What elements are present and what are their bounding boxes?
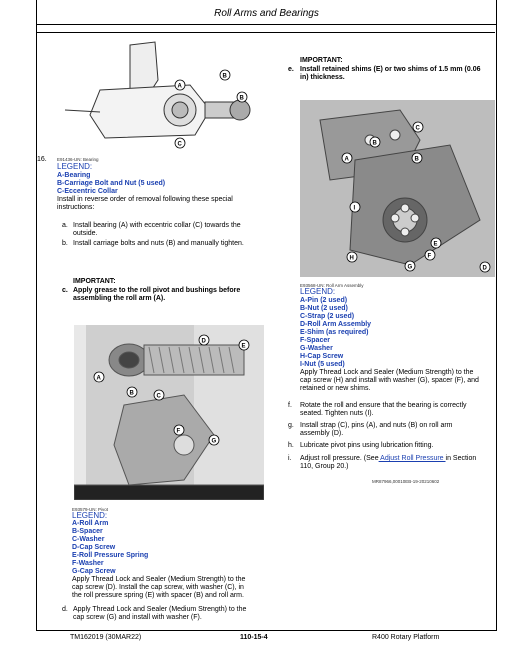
legend-item: F-Washer	[72, 560, 104, 567]
instruction-text: Install carriage bolts and nuts (B) and manually tighten.	[73, 240, 244, 247]
legend-item: F-Spacer	[300, 337, 330, 344]
svg-text:G: G	[407, 264, 413, 271]
step-letter: e.	[288, 66, 294, 73]
legend-title: LEGEND:	[57, 162, 93, 171]
step-letter: c.	[62, 287, 68, 294]
svg-text:A: A	[96, 375, 101, 382]
svg-text:F: F	[427, 253, 432, 260]
step-letter: i.	[288, 455, 292, 462]
svg-text:H: H	[349, 255, 354, 262]
instruction-text-post: in Section	[445, 455, 477, 462]
svg-text:B: B	[372, 140, 377, 147]
instruction-text: assembling the roll arm (A).	[73, 295, 166, 302]
instruction-text: Install retained shims (E) or two shims of 1.5 mm (0.06	[300, 66, 481, 73]
step-letter: a.	[62, 222, 68, 229]
instruction-text: Install strap (C), pins (A), and nuts (B) on roll arm	[300, 422, 453, 429]
legend-item: D-Cap Screw	[72, 544, 116, 551]
step-letter: h.	[288, 442, 294, 449]
footer-divider	[36, 630, 497, 631]
important-label: IMPORTANT:	[73, 278, 116, 285]
svg-text:E: E	[433, 241, 438, 248]
instructions-line: Install in reverse order of removal following these special	[57, 196, 233, 203]
instruction-text: cap screw (G) and install with washer (F).	[73, 614, 202, 621]
legend-item: B-Spacer	[72, 528, 103, 535]
legend-item: E-Shim (as required)	[300, 329, 369, 336]
svg-text:F: F	[176, 428, 181, 435]
svg-text:D: D	[201, 338, 206, 345]
bearing-figure	[60, 40, 270, 150]
legend-item: C-Washer	[72, 536, 105, 543]
step-letter: f.	[288, 402, 292, 409]
legend-item: B-Carriage Bolt and Nut (5 used)	[57, 180, 166, 187]
paragraph-line: the roll pressure spring (E) with spacer (B) and roll arm.	[72, 592, 244, 599]
instruction-text: seated. Tighten nuts (I).	[300, 410, 374, 417]
important-label: IMPORTANT:	[300, 57, 343, 64]
svg-text:C: C	[177, 141, 182, 148]
legend-item: G-Cap Screw	[72, 568, 116, 575]
step-letter: g.	[288, 422, 294, 429]
legend-item: C-Strap (2 used)	[300, 313, 355, 320]
svg-text:B: B	[239, 95, 244, 102]
instruction-text: Install bearing (A) with eccentric collar (C) towards the	[73, 222, 241, 229]
svg-text:B: B	[414, 156, 419, 163]
page-number: 110-15-4	[240, 634, 268, 641]
figure-caption: E93568-UN: Roll Arm Assembly	[300, 283, 364, 288]
legend-item: C-Eccentric Collar	[57, 188, 118, 195]
legend-item: B-Nut (2 used)	[300, 305, 348, 312]
page-title: Roll Arms and Bearings	[214, 8, 319, 19]
paragraph-line: Apply Thread Lock and Sealer (Medium Strength) to the	[300, 369, 474, 376]
pivot-figure	[74, 325, 264, 500]
footer-left: TM162019 (30MAR22)	[70, 634, 142, 641]
legend-item: G-Washer	[300, 345, 333, 352]
instruction-text-pre: Adjust roll pressure. (See	[300, 455, 379, 462]
instruction-text: outside.	[73, 230, 98, 237]
svg-text:G: G	[211, 438, 217, 445]
svg-text:B: B	[222, 73, 227, 80]
paragraph-line: retained or new shims.	[300, 385, 371, 392]
svg-text:B: B	[129, 390, 134, 397]
svg-text:A: A	[177, 83, 182, 90]
instruction-text: Rotate the roll and ensure that the bearing is correctly	[300, 402, 467, 409]
legend-item: A-Pin (2 used)	[300, 297, 348, 304]
document-reference: MR87966,00010EB-19-20210602	[372, 479, 440, 484]
title-divider	[36, 24, 497, 25]
legend-item: D-Roll Arm Assembly	[300, 321, 372, 328]
instruction-text: Apply grease to the roll pivot and bushings before	[73, 287, 241, 294]
step-letter: b.	[62, 240, 68, 247]
legend-item: A-Roll Arm	[72, 520, 109, 527]
svg-text:C: C	[156, 393, 161, 400]
svg-text:C: C	[415, 125, 420, 132]
instruction-text: in) thickness.	[300, 74, 345, 81]
paragraph-line: cap screw (H) and install with washer (G), spacer (F), and	[300, 377, 479, 384]
instruction-text: Apply Thread Lock and Sealer (Medium Strength) to the	[73, 606, 247, 613]
instruction-text: assembly (D).	[300, 430, 344, 437]
figure-caption: E91436-UN: Bearing	[57, 157, 99, 162]
legend-item: E-Roll Pressure Spring	[72, 552, 149, 559]
footer-right: R400 Rotary Platform	[372, 634, 440, 641]
legend-item: H-Cap Screw	[300, 353, 344, 360]
svg-text:E: E	[241, 343, 246, 350]
step-number: 16.	[37, 156, 47, 163]
instruction-text: Lubricate pivot pins using lubrication fitting.	[300, 442, 434, 449]
step-letter: d.	[62, 606, 68, 613]
legend-title: LEGEND:	[300, 287, 336, 296]
legend-title: LEGEND:	[72, 511, 108, 520]
legend-item: A-Bearing	[57, 172, 91, 179]
instruction-text: 110, Group 20.)	[300, 463, 349, 470]
svg-text:D: D	[482, 265, 487, 272]
figure-caption: E93579-UN: Pivot	[72, 507, 109, 512]
svg-text:A: A	[344, 156, 349, 163]
paragraph-line: cap screw (D). Install the cap screw, with washer (C), in	[72, 584, 244, 591]
paragraph-line: Apply Thread Lock and Sealer (Medium Strength) to the	[72, 576, 246, 583]
legend-item: I-Nut (5 used)	[300, 361, 345, 368]
roll-arm-figure	[300, 100, 495, 277]
instructions-line: instructions:	[57, 204, 95, 211]
adjust-roll-pressure-link[interactable]: Adjust Roll Pressure	[378, 455, 446, 462]
svg-text:I: I	[353, 205, 356, 212]
